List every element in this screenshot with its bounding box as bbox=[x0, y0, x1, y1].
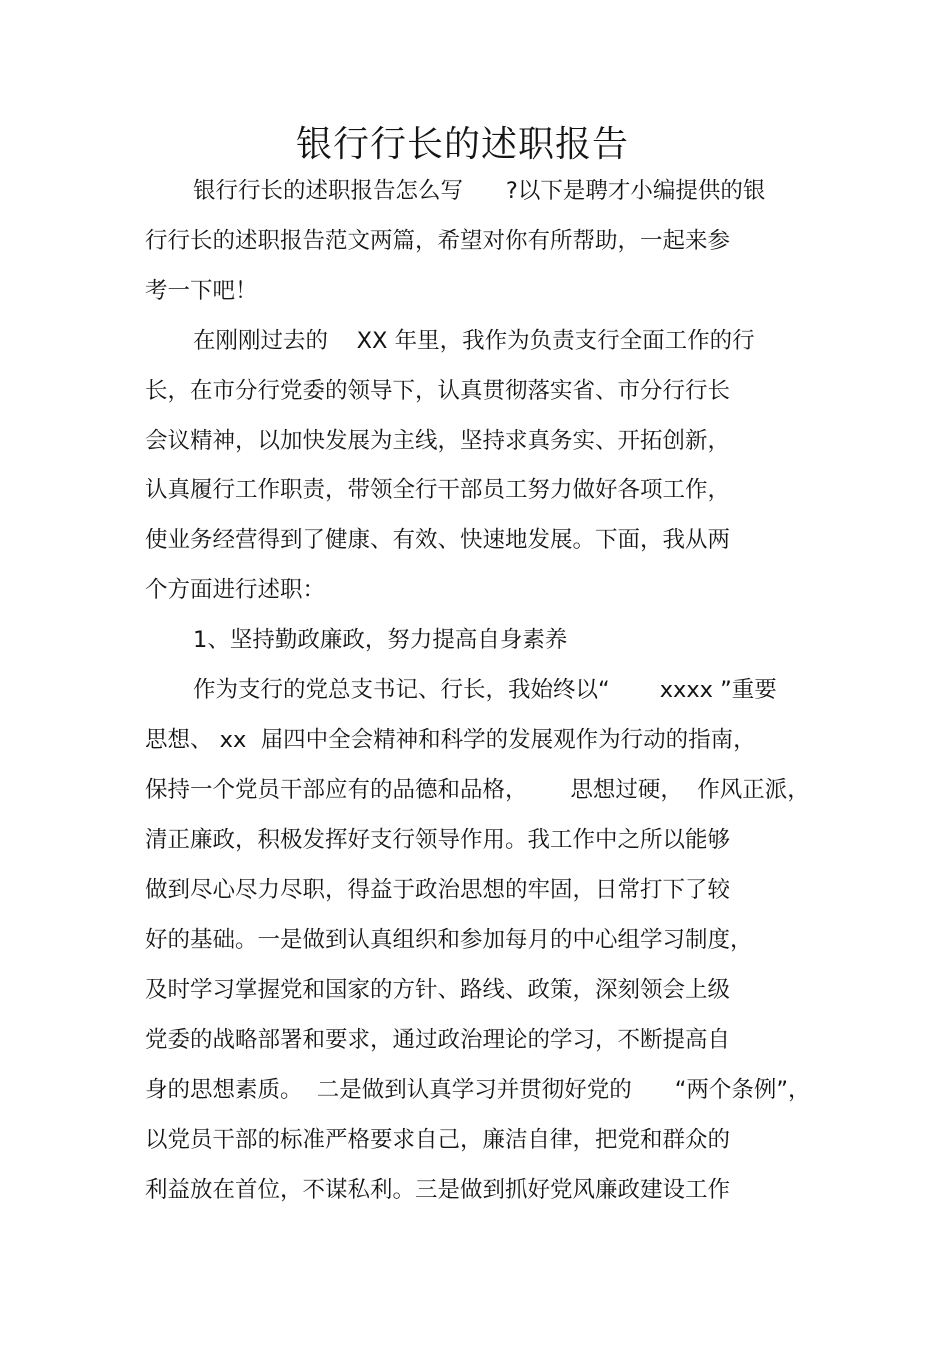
paragraph-line: 会议精神，以加快发展为主线，坚持求真务实、开拓创新， bbox=[145, 428, 731, 454]
paragraph-line: 在刚刚过去的 XX 年里，我作为负责支行全面工作的行 bbox=[193, 328, 755, 354]
paragraph-line: 清正廉政，积极发挥好支行领导作用。我工作中之所以能够 bbox=[145, 827, 731, 853]
paragraph-line: 及时学习掌握党和国家的方针、路线、政策，深刻领会上级 bbox=[145, 977, 731, 1003]
paragraph-line: 长，在市分行党委的领导下，认真贯彻落实省、市分行行长 bbox=[145, 378, 731, 404]
paragraph-line: 行行长的述职报告范文两篇，希望对你有所帮助，一起来参 bbox=[145, 228, 731, 254]
paragraph-line: 银行行长的述职报告怎么写 ?以下是聘才小编提供的银 bbox=[193, 178, 766, 204]
paragraph-line: 身的思想素质。 二是做到认真学习并贯彻好党的 “两个条例”， bbox=[145, 1077, 811, 1103]
paragraph-line: 思想、 xx 届四中全会精神和科学的发展观作为行动的指南， bbox=[145, 727, 756, 753]
paragraph-line: 个方面进行述职： bbox=[145, 577, 326, 603]
paragraph-line: 党委的战略部署和要求，通过政治理论的学习，不断提高自 bbox=[145, 1027, 731, 1053]
section-heading: 1、坚持勤政廉政，努力提高自身素养 bbox=[193, 627, 568, 653]
paragraph-line: 使业务经营得到了健康、有效、快速地发展。下面，我从两 bbox=[145, 527, 731, 553]
paragraph-line: 做到尽心尽力尽职，得益于政治思想的牢固，日常打下了较 bbox=[145, 877, 731, 903]
document-title: 银行行长的述职报告 bbox=[295, 124, 629, 165]
paragraph-line: 认真履行工作职责，带领全行干部员工努力做好各项工作， bbox=[145, 477, 731, 503]
paragraph-line: 保持一个党员干部应有的品德和品格， 思想过硬， 作风正派， bbox=[145, 777, 810, 803]
paragraph-line: 好的基础。一是做到认真组织和参加每月的中心组学习制度， bbox=[145, 927, 753, 953]
paragraph-line: 利益放在首位，不谋私利。三是做到抓好党风廉政建设工作 bbox=[145, 1177, 731, 1203]
paragraph-line: 作为支行的党总支书记、行长，我始终以“ xxxx ”重要 bbox=[193, 677, 777, 703]
paragraph-line: 以党员干部的标准严格要求自己，廉洁自律，把党和群众的 bbox=[145, 1127, 731, 1153]
paragraph-line: 考一下吧！ bbox=[145, 278, 258, 304]
